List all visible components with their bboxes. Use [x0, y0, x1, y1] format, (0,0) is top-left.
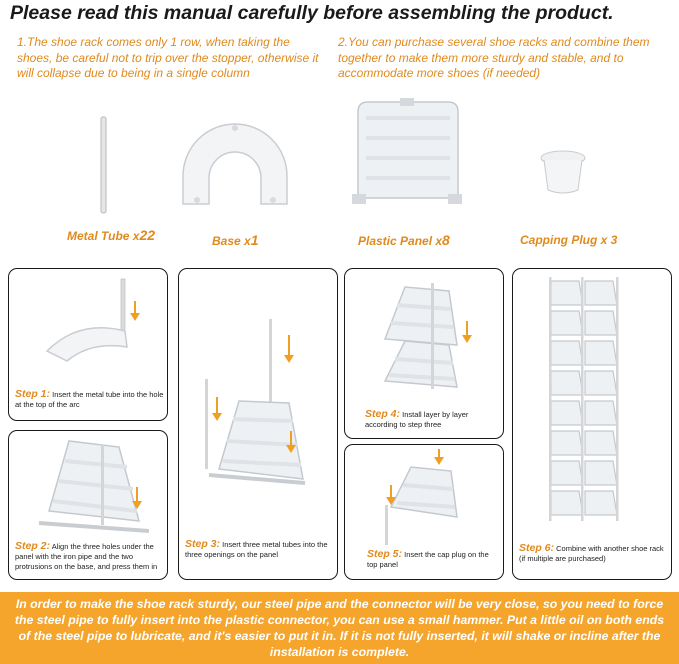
step-4-panel — [344, 268, 504, 439]
step-6-text: Step 6: Combine with another shoe rack (if multiple are purchased) — [519, 542, 664, 563]
metal-tube-image — [98, 115, 110, 215]
step-4-text: Step 4: Install layer by layer according to step three — [365, 408, 469, 429]
step-5-text: Step 5: Insert the cap plug on the top panel — [367, 548, 489, 569]
capping-plug-image — [538, 150, 588, 198]
base-image — [175, 120, 295, 212]
assembly-tip-text: In order to make the shoe rack sturdy, our steel pipe and the connector will be very close, so you need to force the steel pipe to fully insert into the plastic connector, you can use a small hammer. Put a little oil on both ends of the steel pipe to lubricate, and it's easier to put it in. If it is not fully inserted, it will shake or incline after the installation is complete. — [14, 597, 665, 659]
step-2-panel — [8, 430, 168, 580]
step-4-illustration — [345, 269, 503, 397]
step-5-illustration — [345, 445, 503, 545]
step-2-text: Step 2: Align the three holes under the panel with the iron pipe and the two protrusions on the base, and press them in — [15, 540, 158, 571]
part-label-base: Base x1 — [212, 232, 259, 248]
step-3-panel — [178, 268, 338, 580]
step-1-illustration — [9, 269, 167, 381]
step-5-panel — [344, 444, 504, 580]
plastic-panel-image — [352, 98, 464, 210]
part-label-metal-tube: Metal Tube x22 — [67, 227, 156, 243]
step-6-illustration — [513, 269, 671, 531]
step-3-illustration — [179, 269, 337, 519]
page-title: Please read this manual carefully before assembling the product. — [10, 2, 614, 24]
part-label-plastic-panel: Plastic Panel x8 — [358, 232, 450, 248]
note-combine-racks: 2.You can purchase several shoe racks and combine them together to make them more sturdy and stable, and to accommodate more shoes (if needed) — [338, 35, 650, 80]
step-6-panel — [512, 268, 672, 580]
part-label-capping-plug: Capping Plug x 3 — [520, 233, 618, 247]
note-single-row: 1.The shoe rack comes only 1 row, when taking the shoes, be careful not to trip over the stopper, otherwise it will collapse due to being in a single column — [17, 35, 319, 80]
assembly-tip-banner — [0, 592, 679, 664]
step-1-panel — [8, 268, 168, 421]
step-2-illustration — [9, 431, 167, 539]
step-1-text: Step 1: Insert the metal tube into the hole at the top of the arc — [15, 388, 164, 409]
step-3-text: Step 3: Insert three metal tubes into the three openings on the panel — [185, 538, 328, 559]
